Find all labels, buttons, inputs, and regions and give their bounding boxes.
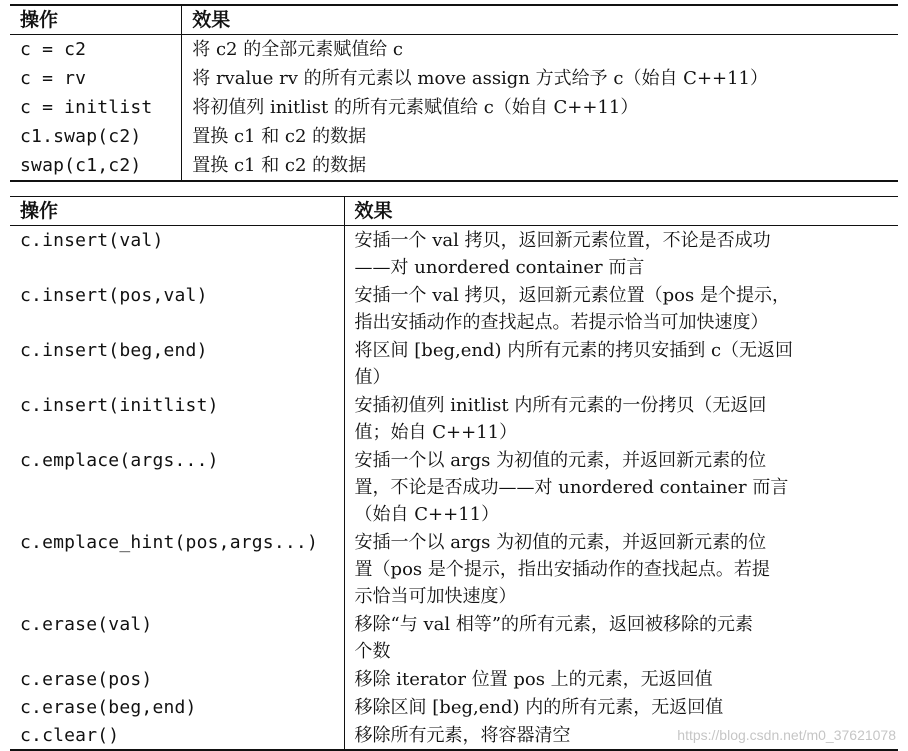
table-row <box>10 122 898 151</box>
operation-cell: c = c2 <box>10 35 182 65</box>
operation-cell: c.insert(beg,end) <box>10 336 344 391</box>
table-row <box>10 665 898 693</box>
operation-cell: c.emplace_hint(pos,args...) <box>10 528 344 610</box>
effect-line: 值；始自 C++11） <box>354 422 518 443</box>
effect-cell: 置换 c1 和 c2 的数据 <box>182 151 898 181</box>
effect-header: 效果 <box>344 197 898 226</box>
effect-cell <box>344 665 898 693</box>
table-row <box>10 336 898 391</box>
effect-cell <box>344 610 898 665</box>
effect-header: 效果 <box>182 5 898 35</box>
effect-cell: 置换 c1 和 c2 的数据 <box>192 126 367 147</box>
table-row <box>10 151 898 181</box>
effect-line: 安插初值列 initlist 内所有元素的一份拷贝（无返回 <box>354 395 767 416</box>
operation-cell: c.erase(pos) <box>10 665 344 693</box>
effect-line: 值） <box>354 367 391 388</box>
effect-line: 个数 <box>354 641 391 662</box>
table-row <box>10 446 898 528</box>
effect-cell: 将 rvalue rv 的所有元素以 move assign 方式给予 c（始自 C++11） <box>192 68 769 89</box>
table-header-row <box>10 5 898 35</box>
operation-header: 操作 <box>10 5 182 35</box>
effect-line: 移除所有元素，将容器清空 <box>354 725 571 746</box>
effect-line: ——对 unordered container 而言 <box>354 257 645 278</box>
effect-line: 安插一个以 args 为初值的元素，并返回新元素的位 <box>354 450 767 471</box>
effect-line: 移除区间 [beg,end) 内的所有元素，无返回值 <box>354 697 724 718</box>
effect-cell <box>344 391 898 446</box>
assignment-operations-table <box>10 4 898 182</box>
effect-line: 置（pos 是个提示，指出安插动作的查找起点。若提 <box>354 559 770 580</box>
operation-cell: c.erase(val) <box>10 610 344 665</box>
table-row <box>10 693 898 721</box>
operation-header: 操作 <box>10 197 344 226</box>
table-row <box>10 391 898 446</box>
effect-cell: 将初值列 initlist 的所有元素赋值给 c（始自 C++11） <box>192 97 639 118</box>
operation-cell: c.erase(beg,end) <box>10 693 344 721</box>
effect-cell <box>344 446 898 528</box>
effect-line: （始自 C++11） <box>354 504 500 525</box>
table-header-row <box>10 197 898 226</box>
effect-line: 将区间 [beg,end) 内所有元素的拷贝安插到 c（无返回 <box>354 340 794 361</box>
effect-line: 指出安插动作的查找起点。若提示恰当可加快速度） <box>354 312 769 333</box>
operation-cell: c = initlist <box>10 93 182 122</box>
effect-cell <box>344 226 898 282</box>
operation-cell: c = rv <box>10 64 182 93</box>
table-row <box>10 226 898 282</box>
operation-cell: c.emplace(args...) <box>10 446 344 528</box>
effect-cell <box>344 693 898 721</box>
operation-cell: c.insert(initlist) <box>10 391 344 446</box>
operation-cell: swap(c1,c2) <box>10 151 182 181</box>
effect-line: 移除“与 val 相等”的所有元素，返回被移除的元素 <box>354 614 754 635</box>
table-row <box>10 528 898 610</box>
operation-cell: c.clear() <box>10 721 344 750</box>
effect-line: 安插一个以 args 为初值的元素，并返回新元素的位 <box>354 532 767 553</box>
effect-line: 移除 iterator 位置 pos 上的元素，无返回值 <box>354 669 713 690</box>
insert-remove-operations-table <box>10 196 898 751</box>
table-row <box>10 93 898 122</box>
effect-line: 安插一个 val 拷贝，返回新元素位置，不论是否成功 <box>354 230 771 251</box>
table-row <box>10 64 898 93</box>
effect-line: 置，不论是否成功——对 unordered container 而言 <box>354 477 789 498</box>
effect-cell <box>344 336 898 391</box>
table-row <box>10 721 898 750</box>
operation-cell: c.insert(val) <box>10 226 344 282</box>
effect-cell <box>344 528 898 610</box>
effect-cell <box>344 281 898 336</box>
effect-cell: 将 c2 的全部元素赋值给 c <box>192 39 404 60</box>
table-row <box>10 610 898 665</box>
table-row <box>10 35 898 65</box>
operation-cell: c.insert(pos,val) <box>10 281 344 336</box>
effect-line: 示恰当可加快速度） <box>354 586 517 607</box>
effect-line: 安插一个 val 拷贝，返回新元素位置（pos 是个提示， <box>354 285 790 306</box>
table-row <box>10 281 898 336</box>
operation-cell: c1.swap(c2) <box>10 122 182 151</box>
watermark-url: https://blog.csdn.net/m0_37621078 <box>677 727 896 743</box>
effect-cell <box>344 721 898 750</box>
